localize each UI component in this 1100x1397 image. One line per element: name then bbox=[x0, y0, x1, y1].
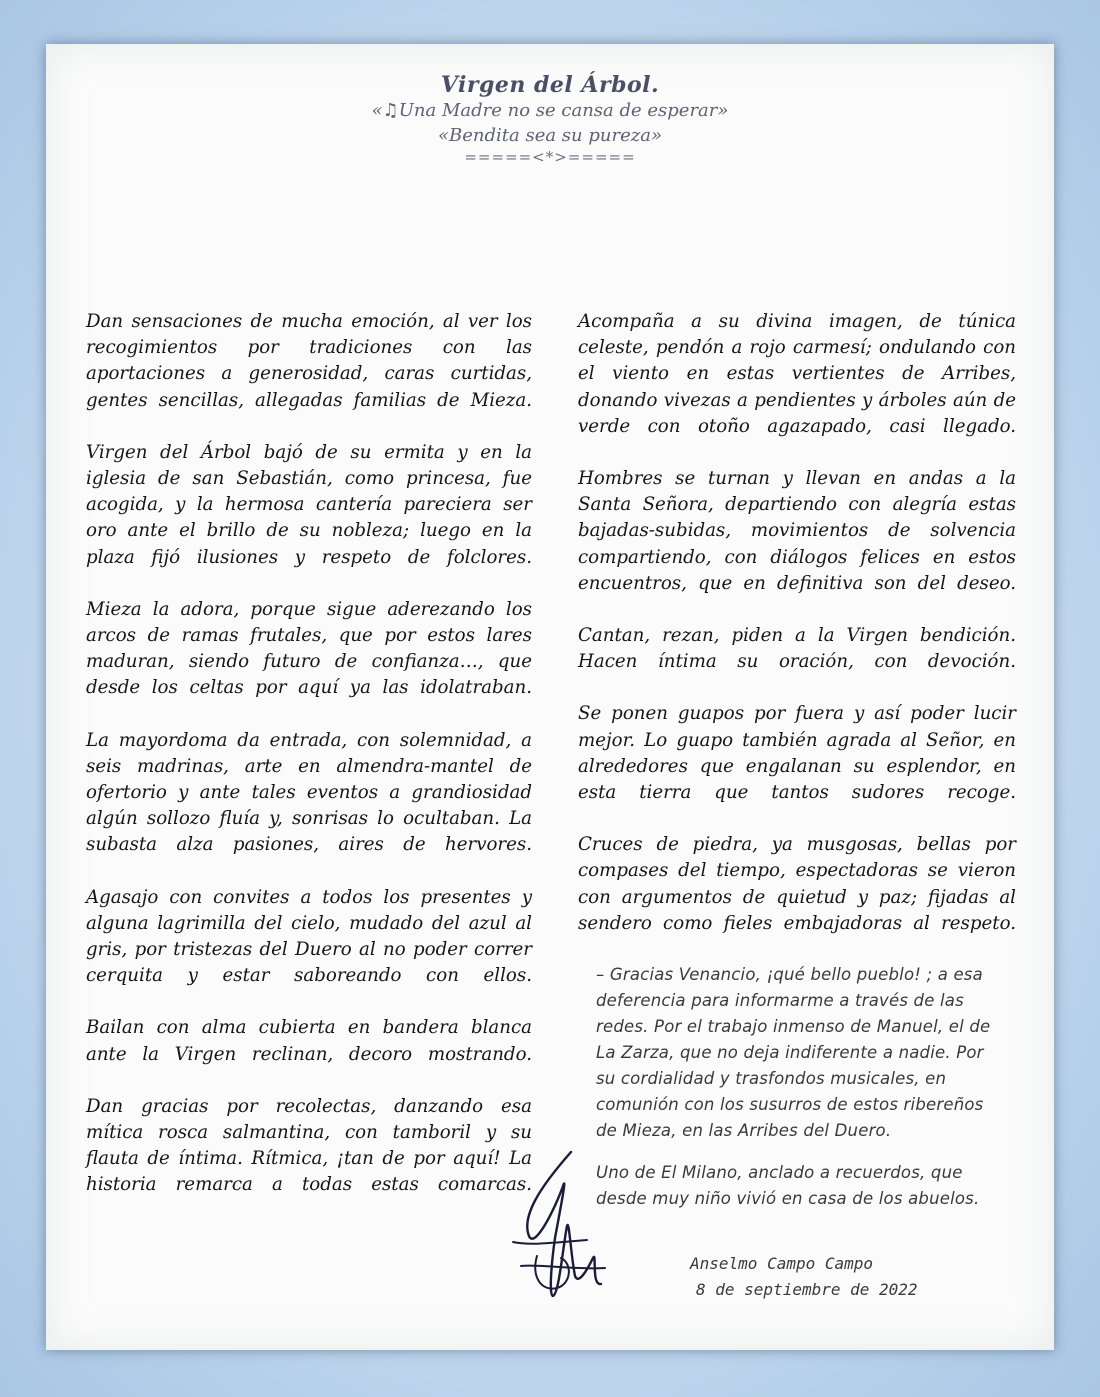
subtitle-line-2: «Bendita sea su pureza» bbox=[438, 125, 662, 146]
author-date: 8 de septiembre de 2022 bbox=[696, 1280, 918, 1299]
header bbox=[46, 72, 1054, 166]
stanza: Mieza la adora, porque sigue aderezando los arcos de ramas frutales, que por estos lares maduran, siendo futuro de confianza…, que desde los celtas por aquí ya las idolatraban. bbox=[86, 598, 532, 699]
stanza: Dan sensaciones de mucha emoción, al ver los recogimientos por tradiciones con las aportaciones a generosidad, caras curtidas, gentes sencillas, allegadas familias de Mieza. bbox=[86, 311, 532, 411]
stanza: Bailan con alma cubierta en bandera blanca ante la Virgen reclinan, decoro mostrando. bbox=[86, 1017, 532, 1065]
signature-icon bbox=[501, 1146, 611, 1306]
stanza: Hombres se turnan y llevan en andas a la Santa Señora, departiendo con alegría estas bajadas-subidas, movimientos de solvencia compartiendo, con diálogos felices en estos encuentros, que en definitiva son del deseo. bbox=[578, 468, 1016, 594]
author-name: Anselmo Campo Campo bbox=[690, 1254, 874, 1273]
subtitle-line-1: «♫Una Madre no se cansa de esperar» bbox=[371, 100, 729, 121]
stanza: Se ponen guapos por fuera y así poder lucir mejor. Lo guapo también agrada al Señor, en alrededores que engalanan su esplendor, en esta tierra que tantos sudores recoge. bbox=[578, 703, 1016, 804]
document-page bbox=[46, 44, 1054, 1350]
stanza: La mayordoma da entrada, con solemnidad, a seis madrinas, arte en almendra-mantel de ofertorio y ante tales eventos a grandiosidad algún sollozo fluía y, sonrisas lo ocultaban. La subasta alza pasiones, aires de hervores. bbox=[86, 729, 532, 856]
page-title: Virgen del Árbol. bbox=[440, 72, 660, 98]
stanza: Dan gracias por recolectas, danzando esa mítica rosca salmantina, con tamboril y su flauta de íntima. Rítmica, ¡tan de por aquí! La historia remarca a todas estas comarcas. bbox=[86, 1095, 532, 1196]
handwritten-note bbox=[596, 962, 1004, 1228]
right-column bbox=[578, 309, 1016, 963]
stanza: Acompaña a su divina imagen, de túnica celeste, pendón a rojo carmesí; ondulando con el viento en estas vertientes de Arribes, donando vivezas a pendientes y árboles aún de verde con otoño agazapado, casi llegado. bbox=[578, 311, 1016, 437]
stanza: Cruces de piedra, ya musgosas, bellas por compases del tiempo, espectadoras se vieron con argumentos de quietud y paz; fijadas al sendero como fieles embajadoras al respeto. bbox=[578, 834, 1016, 934]
stanza: Virgen del Árbol bajó de su ermita y en la iglesia de san Sebastián, como princesa, fue acogida, y la hermosa cantería pareciera ser oro ante el brillo de su nobleza; luego en la plaza fijó ilusiones y respeto de folclores. bbox=[86, 441, 532, 568]
note-paragraph: – Gracias Venancio, ¡qué bello pueblo! ; a esa deferencia para informarme a través de las redes. Por el trabajo inmenso de Manuel, el de La Zarza, que no deja indiferente a nadie. Por su cordialidad y trasfondos musicales, en comunión con los susurros de estos ribereños de Mieza, en las Arribes del Duero. bbox=[596, 965, 991, 1140]
note-paragraph: Uno de El Milano, anclado a recuerdos, que desde muy niño vivió en casa de los abuelos. bbox=[596, 1163, 980, 1208]
stanza: Cantan, rezan, piden a la Virgen bendición. Hacen íntima su oración, con devoción. bbox=[578, 625, 1016, 673]
author-block bbox=[646, 1251, 966, 1303]
stanza: Agasajo con convites a todos los presentes y alguna lagrimilla del cielo, mudado del azul al gris, por tristezas del Duero al no poder correr cerquita y estar saboreando con ellos. bbox=[86, 886, 532, 987]
left-column bbox=[86, 309, 532, 1225]
title-separator: =====<*>===== bbox=[464, 148, 636, 166]
